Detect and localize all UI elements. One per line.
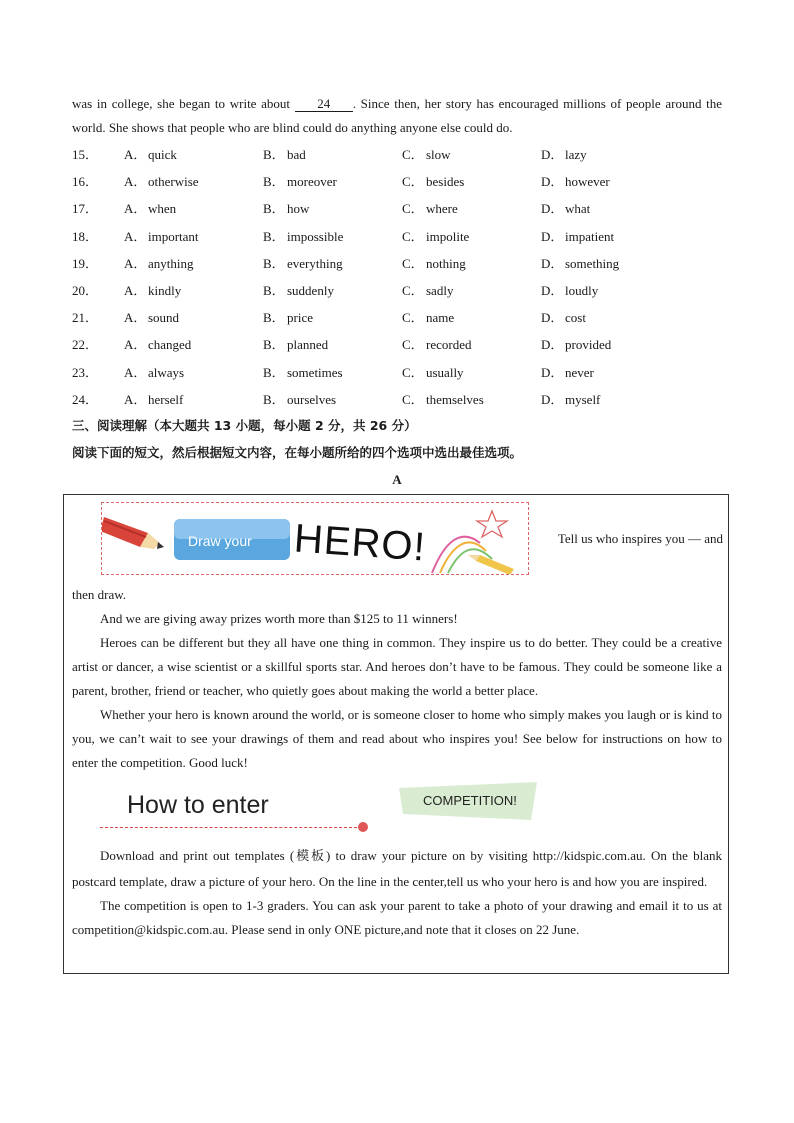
option-letter: A． bbox=[124, 310, 147, 326]
option-text: provided bbox=[565, 337, 612, 353]
answer-option bbox=[541, 198, 641, 217]
option-text: sometimes bbox=[287, 364, 343, 380]
option-text: usually bbox=[426, 364, 464, 380]
answer-option bbox=[263, 280, 402, 299]
option-letter: A． bbox=[124, 255, 147, 271]
option-letter: C． bbox=[402, 391, 424, 407]
option-text: slow bbox=[426, 147, 451, 163]
answer-option bbox=[124, 253, 263, 272]
answer-option bbox=[263, 226, 402, 245]
option-text: name bbox=[426, 310, 455, 326]
paragraph-prizes: And we are giving away prizes worth more than $125 to 11 winners! bbox=[100, 611, 458, 626]
option-letter: D． bbox=[541, 255, 564, 271]
question-row bbox=[72, 167, 722, 194]
option-text: themselves bbox=[426, 391, 484, 407]
question-number: 16． bbox=[72, 174, 99, 190]
option-letter: B． bbox=[263, 364, 285, 380]
option-text: always bbox=[148, 364, 185, 380]
option-text: sadly bbox=[426, 283, 454, 299]
section-title: 三、阅读理解（本大题共 13 小题，每小题 2 分，共 26 分） bbox=[72, 417, 417, 433]
dashed-divider bbox=[100, 827, 362, 828]
question-row bbox=[72, 222, 722, 249]
how-to-enter-title: How to enter bbox=[127, 791, 269, 819]
option-text: nothing bbox=[426, 255, 466, 271]
option-text: bad bbox=[287, 147, 306, 163]
option-letter: D． bbox=[541, 337, 564, 353]
answer-option bbox=[263, 362, 402, 381]
option-letter: C． bbox=[402, 283, 424, 299]
answer-option bbox=[124, 144, 263, 163]
option-letter: B． bbox=[263, 201, 285, 217]
option-text: when bbox=[148, 201, 177, 217]
intro-paragraphs bbox=[72, 583, 722, 775]
option-text: planned bbox=[287, 337, 329, 353]
option-text: ourselves bbox=[287, 391, 337, 407]
swirl-icon bbox=[432, 537, 492, 573]
option-text: something bbox=[565, 255, 620, 271]
option-letter: B． bbox=[263, 283, 285, 299]
answer-option bbox=[263, 307, 402, 326]
option-text: anything bbox=[148, 255, 194, 271]
answer-option bbox=[124, 362, 263, 381]
answer-option bbox=[541, 389, 641, 408]
hero-title: HERO! bbox=[292, 516, 428, 570]
competition-label: COMPETITION! bbox=[423, 793, 517, 808]
question-row bbox=[72, 303, 722, 330]
option-letter: A． bbox=[124, 147, 147, 163]
option-letter: D． bbox=[541, 391, 564, 407]
answer-option bbox=[541, 362, 641, 381]
option-text: what bbox=[565, 201, 591, 217]
option-letter: C． bbox=[402, 174, 424, 190]
paragraph-then-draw: then draw. bbox=[72, 587, 127, 602]
option-letter: D． bbox=[541, 174, 564, 190]
option-text: however bbox=[565, 174, 610, 190]
how-to-enter-heading bbox=[100, 785, 380, 835]
option-text: suddenly bbox=[287, 283, 334, 299]
option-text: besides bbox=[426, 174, 465, 190]
question-number: 22． bbox=[72, 337, 99, 353]
question-number: 24． bbox=[72, 391, 99, 407]
option-letter: A． bbox=[124, 391, 147, 407]
answer-option bbox=[124, 198, 263, 217]
option-text: changed bbox=[148, 337, 192, 353]
question-list bbox=[72, 140, 722, 412]
answer-option bbox=[124, 334, 263, 353]
paragraph-competition: The competition is open to 1-3 graders. You can ask your parent to take a photo of your drawing and email it to us at competition@kidspic.com.au. Please send in only ONE picture,and note that it closes on 22 June. bbox=[72, 898, 722, 937]
option-text: impolite bbox=[426, 228, 470, 244]
option-letter: D． bbox=[541, 201, 564, 217]
answer-option bbox=[402, 362, 541, 381]
hero-banner bbox=[101, 502, 529, 575]
option-text: otherwise bbox=[148, 174, 199, 190]
option-letter: D． bbox=[541, 228, 564, 244]
answer-option bbox=[541, 253, 641, 272]
option-letter: B． bbox=[263, 228, 285, 244]
option-letter: C． bbox=[402, 147, 424, 163]
answer-option bbox=[402, 389, 541, 408]
option-text: how bbox=[287, 201, 310, 217]
answer-option bbox=[402, 280, 541, 299]
option-letter: B． bbox=[263, 337, 285, 353]
option-text: myself bbox=[565, 391, 601, 407]
answer-option bbox=[541, 280, 641, 299]
answer-option bbox=[402, 334, 541, 353]
question-number: 21． bbox=[72, 310, 99, 326]
question-row bbox=[72, 358, 722, 385]
option-letter: B． bbox=[263, 391, 285, 407]
question-number: 23． bbox=[72, 364, 99, 380]
answer-option bbox=[541, 334, 641, 353]
answer-option bbox=[124, 389, 263, 408]
paragraph-download: Download and print out templates (模板) to draw your picture on by visiting http://kidspic.com.au. On the blank postcard template, draw a picture of your hero. On the line in the center,tell us who your hero is and how you are inspired. bbox=[72, 848, 722, 889]
answer-option bbox=[402, 144, 541, 163]
option-text: impatient bbox=[565, 228, 615, 244]
question-number: 18． bbox=[72, 228, 99, 244]
question-number: 20． bbox=[72, 283, 99, 299]
answer-option bbox=[541, 144, 641, 163]
draw-your-text: Draw your bbox=[188, 533, 252, 549]
option-letter: A． bbox=[124, 283, 147, 299]
option-text: lazy bbox=[565, 147, 587, 163]
answer-option bbox=[541, 226, 641, 245]
red-dot-icon bbox=[358, 822, 368, 832]
option-letter: C． bbox=[402, 310, 424, 326]
option-letter: A． bbox=[124, 228, 147, 244]
question-row bbox=[72, 140, 722, 167]
option-text: loudly bbox=[565, 283, 599, 299]
answer-option bbox=[402, 226, 541, 245]
option-letter: C． bbox=[402, 337, 424, 353]
option-letter: C． bbox=[402, 228, 424, 244]
option-letter: A． bbox=[124, 364, 147, 380]
passage-label: A bbox=[392, 471, 402, 487]
answer-option bbox=[124, 280, 263, 299]
tell-us-text: Tell us who inspires you — and bbox=[557, 531, 723, 546]
section-instruction: 阅读下面的短文，然后根据短文内容，在每小题所给的四个选项中选出最佳选项。 bbox=[72, 444, 523, 460]
option-letter: C． bbox=[402, 201, 424, 217]
option-text: moreover bbox=[287, 174, 337, 190]
option-text: never bbox=[565, 364, 594, 380]
question-row bbox=[72, 249, 722, 276]
question-number: 15． bbox=[72, 147, 99, 163]
answer-option bbox=[124, 307, 263, 326]
star-icon bbox=[477, 511, 507, 537]
option-text: where bbox=[426, 201, 458, 217]
option-letter: D． bbox=[541, 310, 564, 326]
option-letter: C． bbox=[402, 364, 424, 380]
question-row bbox=[72, 194, 722, 221]
answer-option bbox=[263, 144, 402, 163]
option-text: recorded bbox=[426, 337, 472, 353]
option-letter: B． bbox=[263, 255, 285, 271]
answer-option bbox=[263, 334, 402, 353]
question-number: 17． bbox=[72, 201, 99, 217]
answer-option bbox=[541, 171, 641, 190]
competition-tag bbox=[399, 782, 537, 820]
option-text: quick bbox=[148, 147, 177, 163]
option-text: cost bbox=[565, 310, 586, 326]
question-row bbox=[72, 385, 722, 412]
answer-option bbox=[124, 171, 263, 190]
instruction-paragraphs bbox=[72, 843, 722, 942]
answer-option bbox=[402, 307, 541, 326]
answer-option bbox=[402, 253, 541, 272]
paragraph-heroes: Heroes can be different but they all have one thing in common. They inspire us to do better. They could be a creative artist or dancer, a wise scientist or a skillful sports star. And heroes don’t have to be famous. They could be someone like a parent, brother, friend or teacher, who quietly goes about making the world a better place. bbox=[72, 635, 722, 698]
option-text: impossible bbox=[287, 228, 344, 244]
paragraph-whether: Whether your hero is known around the world, or is someone closer to home who simply makes you laugh or is kind to you, we can’t wait to see your drawings of them and read about who inspires you! See below for instructions on how to enter the competition. Good luck! bbox=[72, 707, 722, 770]
answer-option bbox=[124, 226, 263, 245]
option-letter: A． bbox=[124, 174, 147, 190]
question-number: 19． bbox=[72, 255, 99, 271]
blank-24: 24 bbox=[295, 96, 353, 112]
answer-option bbox=[263, 389, 402, 408]
option-letter: C． bbox=[402, 255, 424, 271]
passage-text: was in college, she began to write about bbox=[72, 96, 291, 111]
option-letter: A． bbox=[124, 337, 147, 353]
answer-option bbox=[541, 307, 641, 326]
option-letter: B． bbox=[263, 147, 285, 163]
answer-option bbox=[402, 171, 541, 190]
option-letter: B． bbox=[263, 174, 285, 190]
question-row bbox=[72, 276, 722, 303]
option-text: everything bbox=[287, 255, 343, 271]
option-text: price bbox=[287, 310, 313, 326]
option-letter: B． bbox=[263, 310, 285, 326]
option-letter: D． bbox=[541, 364, 564, 380]
page-body bbox=[72, 92, 722, 492]
answer-option bbox=[263, 198, 402, 217]
option-text: herself bbox=[148, 391, 184, 407]
option-letter: D． bbox=[541, 147, 564, 163]
red-pencil-icon bbox=[102, 517, 164, 549]
question-row bbox=[72, 330, 722, 357]
passage-text: . Since then, her story has encouraged millions of people around the world. She shows that people who are blind could do anything anyone else could do. bbox=[72, 96, 723, 135]
option-letter: D． bbox=[541, 283, 564, 299]
option-text: sound bbox=[148, 310, 180, 326]
option-text: kindly bbox=[148, 283, 182, 299]
answer-option bbox=[402, 198, 541, 217]
passage-a-box bbox=[63, 494, 729, 974]
option-letter: A． bbox=[124, 201, 147, 217]
answer-option bbox=[263, 253, 402, 272]
answer-option bbox=[263, 171, 402, 190]
option-text: important bbox=[148, 228, 199, 244]
passage-ending bbox=[72, 92, 722, 140]
